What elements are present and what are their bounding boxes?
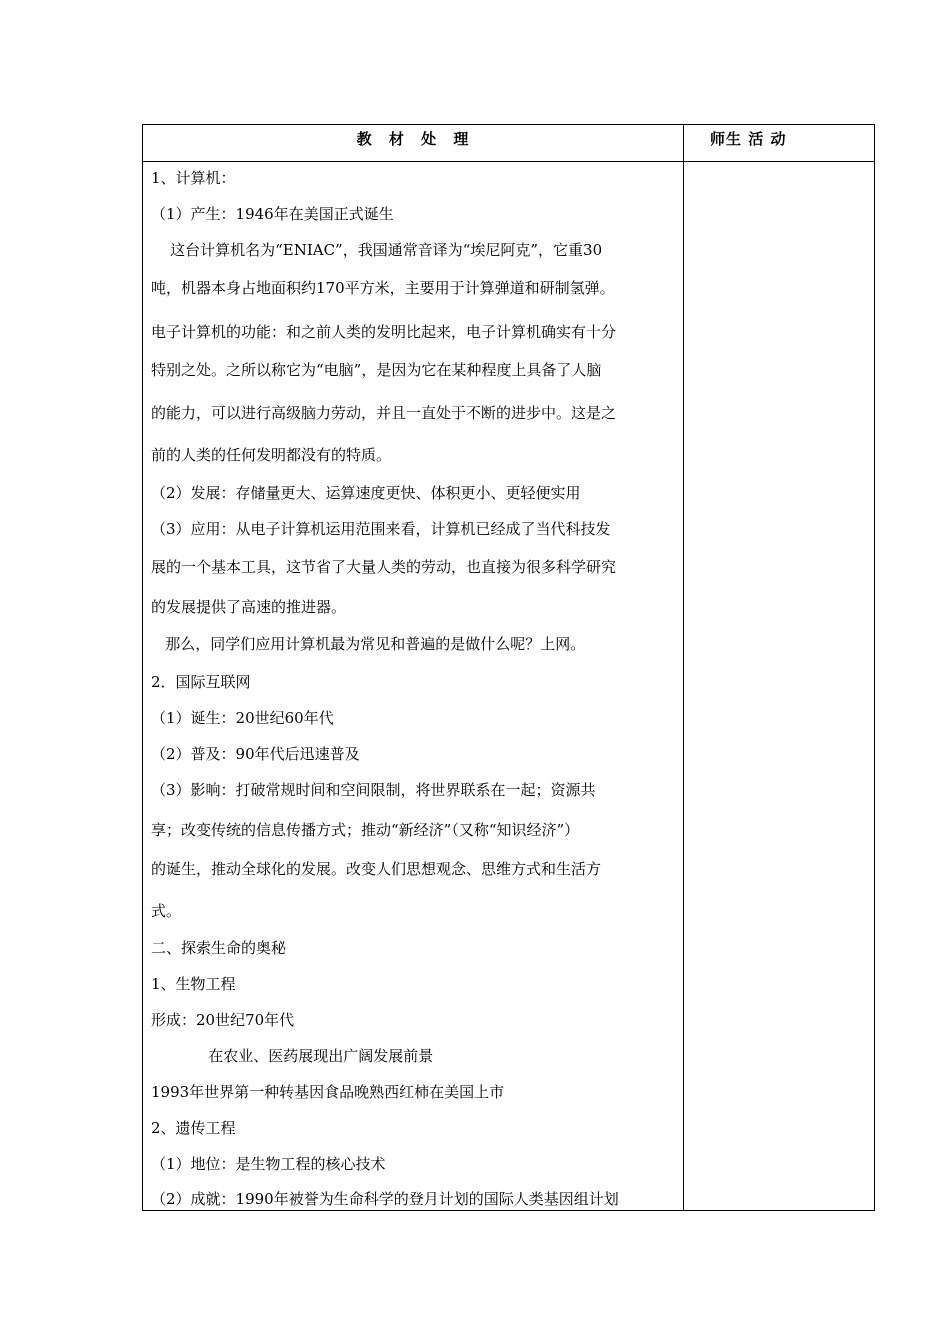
text-line: 的诞生，推动全球化的发展。改变人们思想观念、思维方式和生活方 (151, 860, 602, 878)
text-line: 展的一个基本工具，这节省了大量人类的劳动，也直接为很多科学研究 (151, 558, 617, 576)
text-line: 1993年世界第一种转基因食品晚熟西红柿在美国上市 (151, 1083, 505, 1101)
text-line: （3）影响：打破常规时间和空间限制，将世界联系在一起；资源共 (151, 781, 596, 799)
text-line: 的能力，可以进行高级脑力劳动，并且一直处于不断的进步中。这是之 (151, 404, 617, 422)
text-line: 1、生物工程 (151, 975, 236, 993)
text-line: 二、探索生命的奥秘 (151, 939, 287, 957)
text-line: 这台计算机名为“ENIAC”，我国通常音译为“埃尼阿克”，它重30 (151, 241, 603, 259)
text-line: 1、计算机： (151, 169, 236, 187)
text-line: 那么，同学们应用计算机最为常见和普遍的是做什么呢？上网。 (151, 635, 586, 653)
text-line: （2）普及：90年代后迅速普及 (151, 745, 360, 763)
column-divider (683, 125, 684, 1210)
text-line: 吨，机器本身占地面积约170平方米，主要用于计算弹道和研制氢弹。 (151, 279, 615, 297)
text-line: （1）产生：1946年在美国正式诞生 (151, 205, 394, 223)
text-line: 享；改变传统的信息传播方式；推动“新经济”（又称“知识经济”） (151, 821, 580, 839)
text-line: 在农业、医药展现出广阔发展前景 (151, 1047, 434, 1065)
text-line: （2）成就：1990年被誉为生命科学的登月计划的国际人类基因组计划 (151, 1190, 619, 1208)
header-teaching-material: 教 材 处 理 (356, 130, 470, 148)
text-line: 2．国际互联网 (151, 673, 251, 691)
table-header-row (143, 125, 874, 162)
header-teacher-student-activity: 师生 活 动 (710, 130, 787, 148)
lesson-table (142, 124, 875, 1211)
text-line: 2、遗传工程 (151, 1119, 236, 1137)
text-line: 形成：20世纪70年代 (151, 1011, 295, 1029)
text-line: （2）发展：存储量更大、运算速度更快、体积更小、更轻便实用 (151, 484, 581, 502)
text-line: （1）地位：是生物工程的核心技术 (151, 1155, 386, 1173)
text-line: （1）诞生：20世纪60年代 (151, 709, 334, 727)
text-line: （3）应用：从电子计算机运用范围来看，计算机已经成了当代科技发 (151, 520, 611, 538)
text-line: 特别之处。之所以称它为“电脑”，是因为它在某种程度上具备了人脑 (151, 361, 602, 379)
text-line: 电子计算机的功能：和之前人类的发明比起来，电子计算机确实有十分 (151, 323, 617, 341)
text-line: 前的人类的任何发明都没有的特质。 (151, 446, 392, 464)
text-line: 式。 (151, 902, 182, 920)
text-line: 的发展提供了高速的推进器。 (151, 598, 347, 616)
